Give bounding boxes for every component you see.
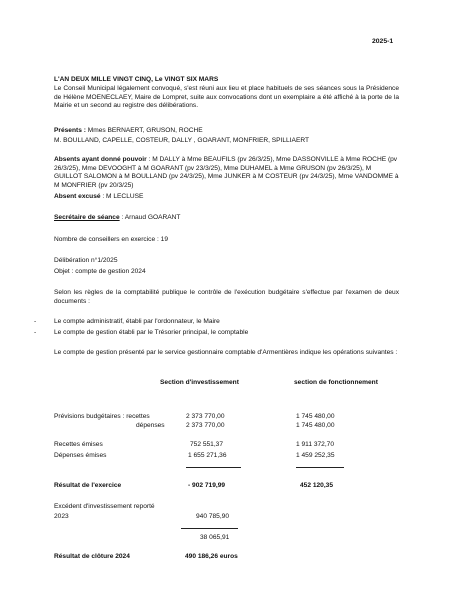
excuse-text: : M LECLUSE — [100, 193, 144, 200]
prev-depenses-investissement: 2 373 770,00 — [186, 422, 225, 429]
secretaire-line — [54, 214, 180, 223]
bullet-dash: - — [34, 329, 37, 336]
presents-women: Mmes BERNAERT, GRUSON, ROCHE — [87, 127, 203, 134]
compte-gestion-paragraph: Le compte de gestion présenté par le service gestionnaire comptable d'Armentières indique les opérations suivantes : — [54, 349, 398, 356]
secretaire-label: Secrétaire de séance — [54, 214, 120, 221]
depenses-emises-investissement: 1 655 271,36 — [188, 452, 227, 459]
cloture-label: Résultat de clôture 2024 — [54, 553, 130, 560]
recettes-emises-label: Recettes émises — [54, 441, 103, 448]
previsions-depenses-label: dépenses — [136, 422, 165, 429]
excuse-label: Absent excusé — [54, 193, 101, 200]
absents-label: Absents ayant donné pouvoir — [54, 156, 147, 163]
excedent-value: 940 785,90 — [196, 513, 230, 520]
sous-total-value: 38 065,91 — [200, 534, 230, 541]
previsions-label: Prévisions budgétaires : recettes — [54, 413, 150, 420]
bullet-text: Le compte administratif, établi par l'ordonnateur, le Maire — [54, 318, 220, 325]
excedent-label-line-2: 2023 — [54, 513, 69, 520]
recettes-emises-investissement: 752 551,37 — [190, 441, 224, 448]
resultat-investissement: - 902 719,99 — [188, 482, 226, 489]
depenses-emises-label: Dépenses émises — [54, 452, 107, 459]
depenses-emises-fonctionnement: 1 459 252,35 — [296, 452, 335, 459]
resultat-fonctionnement: 452 120,35 — [300, 482, 334, 489]
bullet-compte-administratif — [34, 318, 220, 327]
header-fonctionnement: section de fonctionnement — [294, 379, 378, 386]
presents-line-1 — [54, 127, 203, 136]
objet-line: Objet : compte de gestion 2024 — [54, 268, 146, 275]
bullet-text: Le compte de gestion établi par le Trésorier principal, le comptable — [54, 329, 249, 336]
subtotal-rule-fonctionnement — [296, 467, 344, 468]
excedent-label-line-1: Excédent d'investissement reporté — [54, 503, 155, 510]
resultat-exercice-label: Résultat de l'exercice — [54, 482, 122, 489]
excuse-line — [54, 193, 143, 202]
selon-paragraph: Selon les règles de la comptabilité publique le contrôle de l'exécution budgétaire s'effectue par l'examen de deux documents : — [54, 289, 399, 305]
bullet-compte-gestion — [34, 329, 248, 338]
absents-paragraph — [54, 156, 399, 190]
prev-recettes-fonctionnement: 1 745 480,00 — [296, 413, 335, 420]
presents-label: Présents : — [54, 127, 86, 134]
nombre-conseillers: Nombre de conseillers en exercice : 19 — [54, 236, 168, 243]
deliberation-number: Délibération n°1/2025 — [54, 257, 118, 264]
bullet-dash: - — [34, 318, 37, 325]
prev-recettes-investissement: 2 373 770,00 — [186, 413, 225, 420]
session-date-line: L'AN DEUX MILLE VINGT CINQ, Le VINGT SIX MARS — [54, 76, 219, 83]
cloture-value: 490 186,26 euros — [185, 553, 238, 560]
document-reference: 2025-1 — [372, 38, 394, 45]
cloture-rule — [181, 528, 238, 529]
prev-depenses-fonctionnement: 1 745 480,00 — [296, 422, 335, 429]
absents-text: : M DALLY à Mme BEAUFILS (pv 26/3/25), Mme DASSONVILLE à Mme ROCHE (pv 26/3/25), Mme DEVOOGHT à M GOARANT (pv 23/3/25), Mme DUHAMEL à Mme GRUSON (pv 26/3/25), M GUILLOT SALOMON à M BOULLAND (pv 24/3/25), Mme JUNKER à M COSTEUR (pv 24/3/25), Mme VANDOMME à M MONFRIER (pv 20/3/25) — [54, 156, 399, 189]
recettes-emises-fonctionnement: 1 911 372,70 — [296, 441, 335, 448]
secretaire-text: : Arnaud GOARANT — [119, 214, 181, 221]
presents-men: M. BOULLAND, CAPELLE, COSTEUR, DALLY , GOARANT, MONFRIER, SPILLIAERT — [54, 137, 310, 144]
subtotal-rule-investissement — [186, 467, 241, 468]
intro-paragraph: Le Conseil Municipal légalement convoqué, s'est réuni aux lieu et place habituels de ses séances sous la Présidence de Hélène MOENECLAEY, Maire de Lompret, suite aux convocations dont un exemplaire a été affiché à la porte de la Mairie et un second au registre des délibérations. — [54, 85, 399, 110]
header-investissement: Section d'investissement — [160, 379, 239, 386]
